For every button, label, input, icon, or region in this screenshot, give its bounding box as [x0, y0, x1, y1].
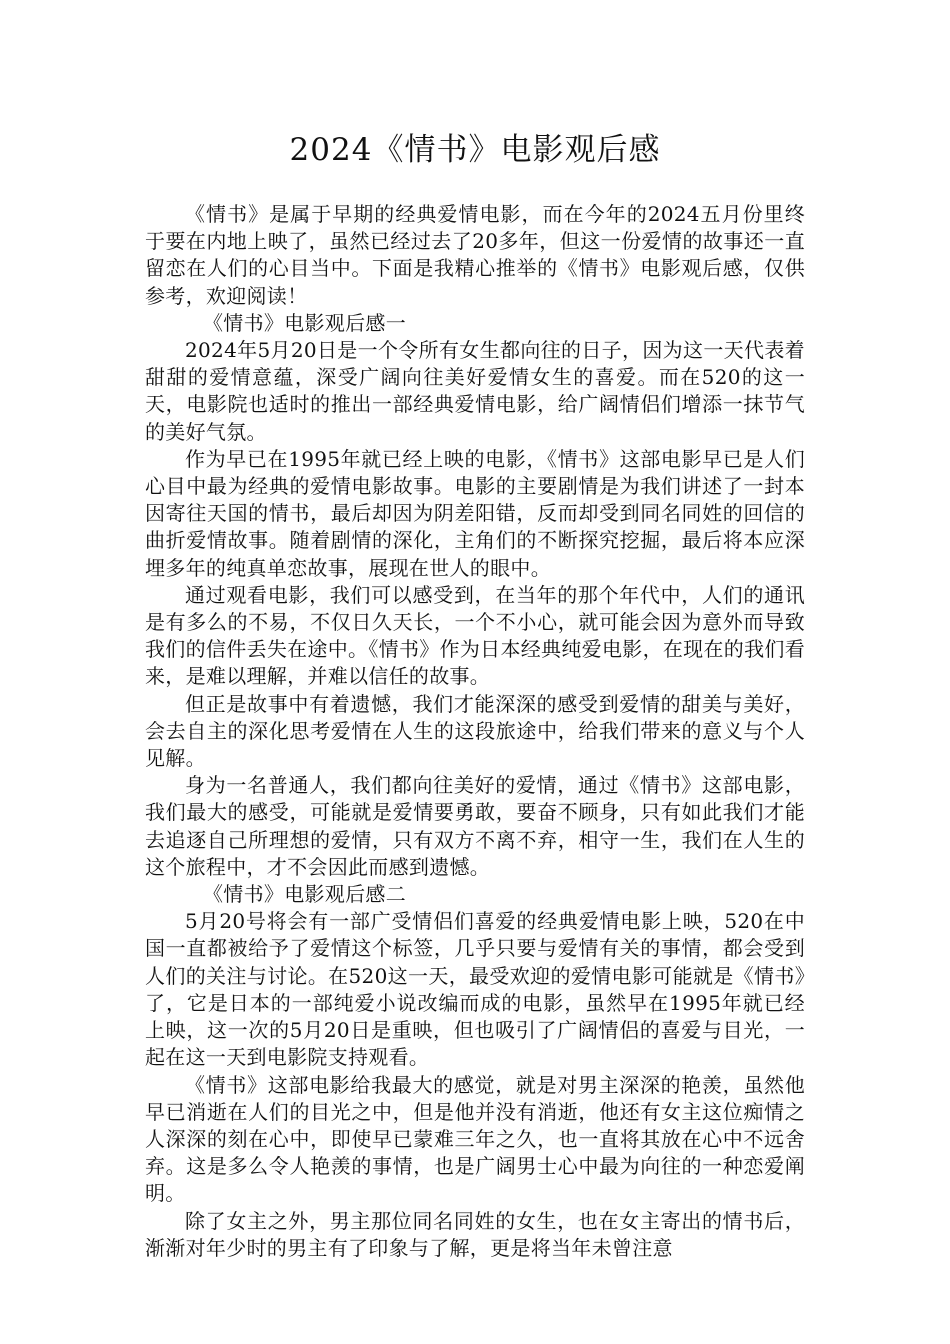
paragraph: 通过观看电影，我们可以感受到，在当年的那个年代中，人们的通讯是有多么的不易，不仅日久天长，一个不小心，就可能会因为意外而导致我们的信件丢失在途中。《情书》作为日本经典纯爱电影，在现在的我们看来，是难以理解，并难以信任的故事。 — [145, 582, 805, 689]
paragraph-intro: 《情书》是属于早期的经典爱情电影，而在今年的2024五月份里终于要在内地上映了，虽然已经过去了20多年，但这一份爱情的故事还一直留恋在人们的心目当中。下面是我精心推举的《情书》电影观后感，仅供参考，欢迎阅读！ — [145, 202, 805, 308]
document-title: 2024《情书》电影观后感 — [289, 132, 661, 168]
section-heading-2: 《情书》电影观后感二 — [203, 882, 406, 907]
paragraph: 但正是故事中有着遗憾，我们才能深深的感受到爱情的甜美与美好，会去自主的深化思考爱情在人生的这段旅途中，给我们带来的意义与个人见解。 — [145, 691, 805, 771]
paragraph: 作为早已在1995年就已经上映的电影，《情书》这部电影早已是人们心目中最为经典的爱情电影故事。电影的主要剧情是为我们讲述了一封本因寄往天国的情书，最后却因为阴差阳错，反而却受到同名同姓的回信的曲折爱情故事。随着剧情的深化，主角们的不断探究挖掘，最后将本应深埋多年的纯真单恋故事，展现在世人的眼中。 — [145, 446, 805, 580]
paragraph: 身为一名普通人，我们都向往美好的爱情，通过《情书》这部电影，我们最大的感受，可能就是爱情要勇敢，要奋不顾身，只有如此我们才能去追逐自己所理想的爱情，只有双方不离不弃，相守一生，我们在人生的这个旅程中，才不会因此而感到遗憾。 — [145, 773, 805, 879]
paragraph: 2024年5月20日是一个令所有女生都向往的日子，因为这一天代表着甜甜的爱情意蕴，深受广阔向往美好爱情女生的喜爱。而在520的这一天，电影院也适时的推出一部经典爱情电影，给广阔情侣们增添一抹节气的美好气氛。 — [145, 338, 805, 444]
section-heading-1: 《情书》电影观后感一 — [203, 310, 406, 335]
paragraph: 5月20号将会有一部广受情侣们喜爱的经典爱情电影上映，520在中国一直都被给予了爱情这个标签，几乎只要与爱情有关的事情，都会受到人们的关注与讨论。在520这一天，最受欢迎的爱情电影可能就是《情书》了，它是日本的一部纯爱小说改编而成的电影，虽然早在1995年就已经上映，这一次的5月20日是重映，但也吸引了广阔情侣的喜爱与目光，一起在这一天到电影院支持观看。 — [145, 909, 805, 1070]
document-body — [145, 201, 805, 1262]
paragraph: 除了女主之外，男主那位同名同姓的女生，也在女主寄出的情书后，渐渐对年少时的男主有了印象与了解，更是将当年未曾注意 — [145, 1208, 805, 1260]
paragraph: 《情书》这部电影给我最大的感觉，就是对男主深深的艳羡，虽然他早已消逝在人们的目光之中，但是他并没有消逝，他还有女主这位痴情之人深深的刻在心中，即使早已蒙难三年之久，也一直将其放在心中不远舍弃。这是多么令人艳羡的事情，也是广阔男士心中最为向往的一种恋爱阐明。 — [145, 1072, 805, 1206]
